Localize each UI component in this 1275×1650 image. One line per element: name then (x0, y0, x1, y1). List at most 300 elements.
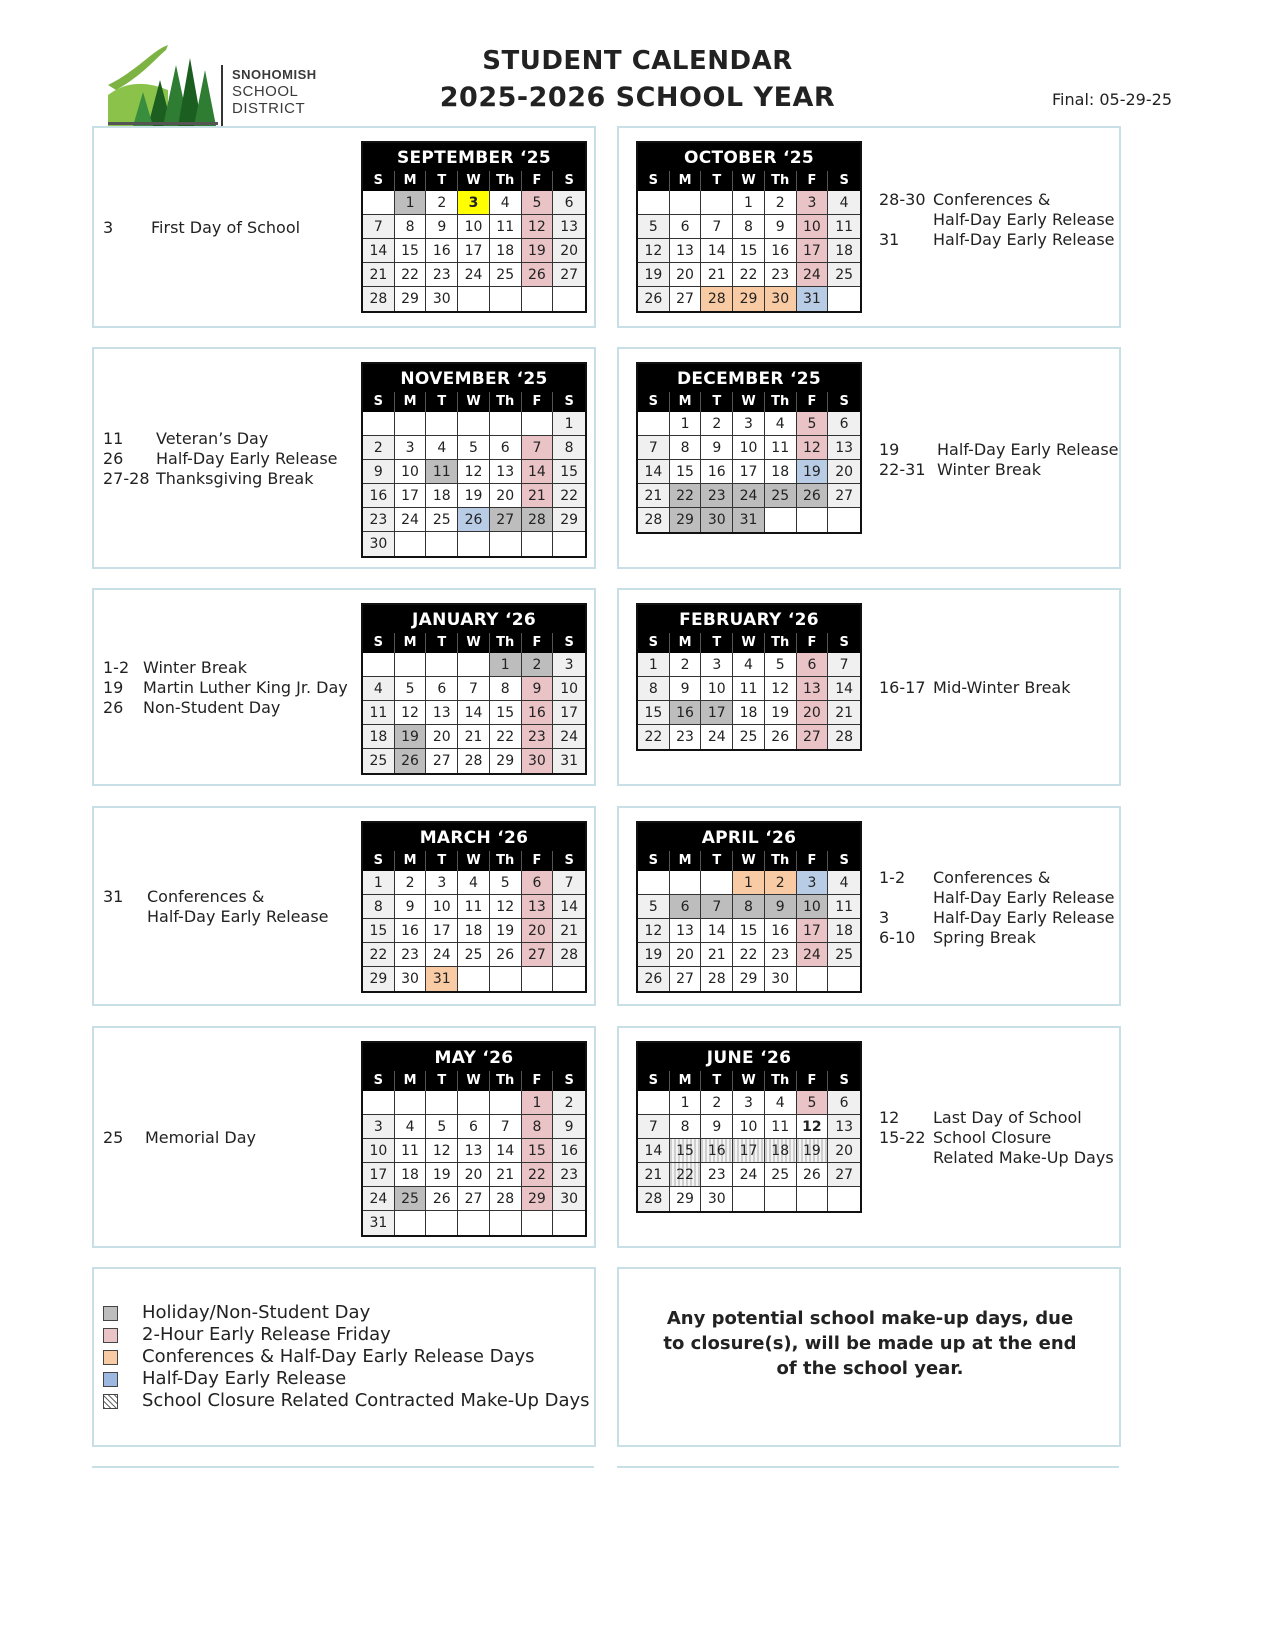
weekday-label: W (458, 1071, 490, 1091)
day-cell: 29 (670, 508, 702, 532)
weekday-header (363, 1071, 585, 1091)
day-cell: 11 (733, 677, 765, 701)
day-cell: 24 (733, 1163, 765, 1187)
day-cell: 12 (458, 460, 490, 484)
empty-cell (395, 653, 427, 677)
day-cell: 5 (797, 412, 829, 436)
legend (103, 1302, 590, 1412)
event-row (103, 218, 300, 238)
half-day-swatch-icon (103, 1372, 118, 1387)
day-cell: 12 (490, 895, 522, 919)
event-date: 22-31 (879, 460, 926, 479)
day-cell: 25 (395, 1187, 427, 1211)
note-line-3: of the school year. (776, 1358, 964, 1379)
day-cell: 5 (797, 1091, 829, 1115)
weekday-label: F (522, 633, 554, 653)
legend-item-half-day (103, 1368, 590, 1390)
event-row (879, 888, 1115, 908)
event-date: 11 (103, 429, 124, 448)
empty-cell (458, 1091, 490, 1115)
event-date: 6-10 (879, 928, 916, 947)
event-row (103, 1128, 256, 1148)
day-cell: 18 (458, 919, 490, 943)
holiday-swatch-icon (103, 1306, 118, 1321)
weekday-label: W (733, 392, 765, 412)
weekday-label: T (701, 851, 733, 871)
event-label: Conferences & (933, 190, 1051, 209)
day-cell: 29 (670, 1187, 702, 1211)
weekday-label: M (670, 633, 702, 653)
event-label: Half-Day Early Release (933, 230, 1115, 249)
events-june (879, 1108, 1114, 1168)
day-cell: 2 (553, 1091, 585, 1115)
empty-cell (490, 412, 522, 436)
day-cell: 19 (426, 1163, 458, 1187)
events-may (103, 1128, 256, 1148)
event-date: 1-2 (103, 658, 130, 677)
empty-cell (363, 191, 395, 215)
event-label: Conferences & (147, 887, 265, 906)
legend-item-makeup (103, 1390, 590, 1412)
day-cell: 10 (797, 215, 829, 239)
day-cell: 17 (458, 239, 490, 263)
weekday-label: F (522, 1071, 554, 1091)
weekday-label: F (797, 392, 829, 412)
legend-label-half-day: Half-Day Early Release (142, 1368, 347, 1389)
day-cell: 27 (670, 287, 702, 311)
day-cell: 21 (522, 484, 554, 508)
day-cell: 25 (765, 1163, 797, 1187)
day-cell: 20 (458, 1163, 490, 1187)
weekday-label: W (733, 171, 765, 191)
empty-cell (395, 532, 427, 556)
event-date: 31 (879, 230, 900, 249)
calendar-june (636, 1041, 862, 1213)
day-cell: 11 (490, 215, 522, 239)
empty-cell (522, 967, 554, 991)
day-cell: 16 (765, 239, 797, 263)
empty-cell (553, 532, 585, 556)
day-cell: 11 (458, 895, 490, 919)
day-cell: 2 (765, 191, 797, 215)
day-cell: 21 (638, 484, 670, 508)
day-cell: 20 (553, 239, 585, 263)
day-cell: 30 (395, 967, 427, 991)
empty-cell (670, 191, 702, 215)
day-cell: 26 (395, 749, 427, 773)
day-cell: 1 (395, 191, 427, 215)
day-cell: 5 (490, 871, 522, 895)
event-date: 16-17 (879, 678, 926, 697)
weekday-header (363, 392, 585, 412)
day-cell: 3 (797, 871, 829, 895)
month-title: JUNE ‘26 (638, 1043, 860, 1071)
day-cell: 23 (765, 943, 797, 967)
weekday-label: S (638, 171, 670, 191)
weekday-header (363, 633, 585, 653)
day-cell: 13 (522, 895, 554, 919)
day-cell: 8 (363, 895, 395, 919)
day-cell: 1 (490, 653, 522, 677)
day-cell: 4 (363, 677, 395, 701)
day-cell: 9 (363, 460, 395, 484)
day-cell: 12 (638, 239, 670, 263)
day-cell: 4 (395, 1115, 427, 1139)
day-cell: 9 (395, 895, 427, 919)
event-row (103, 658, 348, 678)
day-cell: 7 (363, 215, 395, 239)
day-cell: 3 (733, 1091, 765, 1115)
empty-cell (638, 191, 670, 215)
event-row (103, 678, 348, 698)
day-cell: 21 (701, 263, 733, 287)
empty-cell (797, 508, 829, 532)
event-row (103, 429, 338, 449)
month-title: FEBRUARY ‘26 (638, 605, 860, 633)
day-cell: 9 (670, 677, 702, 701)
weekday-label: M (395, 171, 427, 191)
weekday-label: S (363, 392, 395, 412)
day-cell: 15 (522, 1139, 554, 1163)
events-december (879, 440, 1119, 480)
weekday-label: F (522, 392, 554, 412)
day-cell: 11 (765, 1115, 797, 1139)
day-cell: 2 (426, 191, 458, 215)
day-cell: 14 (522, 460, 554, 484)
day-cell: 17 (395, 484, 427, 508)
day-cell: 2 (765, 871, 797, 895)
day-cell: 24 (363, 1187, 395, 1211)
weekday-header (638, 392, 860, 412)
day-cell: 14 (828, 677, 860, 701)
day-cell: 28 (363, 287, 395, 311)
conferences-swatch-icon (103, 1350, 118, 1365)
day-cell: 21 (458, 725, 490, 749)
day-cell: 7 (828, 653, 860, 677)
note-line-1: Any potential school make-up days, due (666, 1308, 1074, 1329)
empty-cell (553, 1211, 585, 1235)
day-cell: 27 (458, 1187, 490, 1211)
day-cell: 21 (490, 1163, 522, 1187)
day-cell: 17 (363, 1163, 395, 1187)
empty-cell (426, 532, 458, 556)
weekday-label: T (426, 1071, 458, 1091)
event-row (879, 868, 1115, 888)
empty-cell (458, 287, 490, 311)
day-grid (638, 412, 860, 532)
weekday-label: W (458, 171, 490, 191)
day-cell: 16 (765, 919, 797, 943)
day-cell: 20 (490, 484, 522, 508)
weekday-label: M (670, 1071, 702, 1091)
day-cell: 25 (458, 943, 490, 967)
day-cell: 23 (701, 1163, 733, 1187)
empty-cell (363, 412, 395, 436)
empty-cell (522, 287, 554, 311)
day-cell: 28 (701, 287, 733, 311)
day-cell: 20 (670, 943, 702, 967)
day-cell: 28 (828, 725, 860, 749)
day-cell: 26 (638, 967, 670, 991)
weekday-label: M (670, 851, 702, 871)
day-cell: 7 (458, 677, 490, 701)
page-subtitle: 2025-2026 SCHOOL YEAR (439, 82, 836, 113)
weekday-label: T (701, 171, 733, 191)
day-cell: 1 (363, 871, 395, 895)
day-cell: 8 (490, 677, 522, 701)
event-label: Martin Luther King Jr. Day (143, 678, 348, 697)
weekday-label: F (797, 633, 829, 653)
weekday-label: Th (490, 1071, 522, 1091)
day-cell: 25 (828, 943, 860, 967)
legend-item-conferences (103, 1346, 590, 1368)
weekday-label: W (458, 633, 490, 653)
day-cell: 9 (522, 677, 554, 701)
weekday-label: S (363, 633, 395, 653)
day-cell: 26 (638, 287, 670, 311)
empty-cell (701, 871, 733, 895)
day-cell: 15 (363, 919, 395, 943)
day-cell: 4 (458, 871, 490, 895)
weekday-label: T (426, 392, 458, 412)
day-cell: 18 (395, 1163, 427, 1187)
day-cell: 4 (490, 191, 522, 215)
event-date (879, 1148, 933, 1168)
month-title: APRIL ‘26 (638, 823, 860, 851)
day-cell: 23 (395, 943, 427, 967)
day-cell: 30 (363, 532, 395, 556)
day-cell: 20 (522, 919, 554, 943)
day-cell: 9 (701, 1115, 733, 1139)
day-cell: 28 (490, 1187, 522, 1211)
day-cell: 14 (490, 1139, 522, 1163)
day-cell: 12 (638, 919, 670, 943)
empty-cell (765, 508, 797, 532)
weekday-label: M (395, 1071, 427, 1091)
event-row (879, 928, 1115, 948)
event-date: 3 (103, 218, 114, 237)
day-cell: 13 (828, 436, 860, 460)
day-cell: 29 (490, 749, 522, 773)
day-cell: 20 (670, 263, 702, 287)
event-row (879, 210, 1115, 230)
day-cell: 19 (490, 919, 522, 943)
day-cell: 30 (765, 967, 797, 991)
event-date (879, 888, 933, 908)
day-grid (638, 871, 860, 991)
day-cell: 29 (395, 287, 427, 311)
empty-cell (458, 1211, 490, 1235)
legend-item-holiday (103, 1302, 590, 1324)
day-cell: 14 (701, 239, 733, 263)
day-cell: 30 (522, 749, 554, 773)
event-label: Winter Break (143, 658, 247, 677)
day-cell: 24 (797, 943, 829, 967)
day-cell: 6 (670, 215, 702, 239)
day-cell: 21 (638, 1163, 670, 1187)
event-row (103, 907, 329, 927)
day-cell: 19 (638, 943, 670, 967)
day-cell: 6 (458, 1115, 490, 1139)
event-label: Half-Day Early Release (147, 907, 329, 926)
day-cell: 24 (395, 508, 427, 532)
weekday-label: Th (490, 851, 522, 871)
day-cell: 16 (395, 919, 427, 943)
legend-label-early-release: 2-Hour Early Release Friday (142, 1324, 391, 1345)
events-january (103, 658, 348, 718)
day-cell: 21 (828, 701, 860, 725)
calendar-march (361, 821, 587, 993)
day-cell: 2 (363, 436, 395, 460)
day-cell: 22 (733, 263, 765, 287)
weekday-label: W (733, 851, 765, 871)
day-cell: 12 (797, 1115, 829, 1139)
weekday-header (638, 633, 860, 653)
day-cell: 29 (553, 508, 585, 532)
event-label: Half-Day Early Release (933, 210, 1115, 229)
weekday-header (638, 1071, 860, 1091)
empty-cell (363, 653, 395, 677)
day-cell: 24 (797, 263, 829, 287)
day-cell: 24 (426, 943, 458, 967)
empty-cell (828, 967, 860, 991)
day-cell: 20 (797, 701, 829, 725)
event-label: First Day of School (151, 218, 301, 237)
empty-cell (638, 1091, 670, 1115)
weekday-header (363, 171, 585, 191)
day-cell: 8 (670, 436, 702, 460)
day-cell: 13 (670, 919, 702, 943)
day-cell: 22 (638, 725, 670, 749)
day-cell: 16 (426, 239, 458, 263)
day-cell: 10 (701, 677, 733, 701)
empty-cell (363, 1091, 395, 1115)
day-cell: 15 (733, 239, 765, 263)
day-cell: 26 (522, 263, 554, 287)
day-cell: 15 (670, 460, 702, 484)
weekday-label: S (839, 173, 849, 188)
day-cell: 23 (553, 1163, 585, 1187)
day-cell: 12 (426, 1139, 458, 1163)
weekday-label: W (458, 851, 490, 871)
day-grid (363, 653, 585, 773)
day-cell: 6 (490, 436, 522, 460)
empty-cell (638, 412, 670, 436)
empty-cell (553, 967, 585, 991)
events-march (103, 887, 329, 927)
weekday-label: S (363, 171, 395, 191)
weekday-label: S (564, 853, 574, 868)
calendar-september (361, 141, 587, 313)
day-cell: 19 (797, 460, 829, 484)
day-cell: 22 (490, 725, 522, 749)
event-date: 19 (103, 678, 124, 697)
weekday-label: M (395, 851, 427, 871)
empty-cell (426, 1091, 458, 1115)
logo-line-1: SNOHOMISH (232, 67, 317, 82)
weekday-label: S (638, 1071, 670, 1091)
day-cell: 21 (553, 919, 585, 943)
day-cell: 16 (522, 701, 554, 725)
day-cell: 30 (426, 287, 458, 311)
event-label: Spring Break (933, 928, 1036, 947)
day-cell: 7 (553, 871, 585, 895)
logo-line-3: DISTRICT (232, 100, 306, 117)
weekday-label: S (638, 851, 670, 871)
day-cell: 16 (701, 1139, 733, 1163)
event-date: 15-22 (879, 1128, 926, 1147)
day-cell: 8 (733, 215, 765, 239)
day-cell: 2 (701, 412, 733, 436)
day-cell: 11 (765, 436, 797, 460)
day-cell: 5 (395, 677, 427, 701)
day-cell: 7 (490, 1115, 522, 1139)
event-row (879, 460, 1119, 480)
day-cell: 3 (458, 191, 490, 215)
day-cell: 4 (733, 653, 765, 677)
event-date: 28-30 (879, 190, 926, 209)
event-date (103, 907, 147, 927)
day-cell: 31 (733, 508, 765, 532)
day-cell: 26 (765, 725, 797, 749)
day-cell: 8 (553, 436, 585, 460)
event-date: 3 (879, 908, 890, 927)
day-cell: 4 (828, 871, 860, 895)
day-cell: 3 (701, 653, 733, 677)
day-cell: 11 (828, 215, 860, 239)
event-label: Half-Day Early Release (933, 908, 1115, 927)
day-cell: 13 (490, 460, 522, 484)
day-cell: 23 (522, 725, 554, 749)
event-label: Half-Day Early Release (933, 888, 1115, 907)
event-date: 1-2 (879, 868, 906, 887)
month-title: JANUARY ‘26 (363, 605, 585, 633)
day-cell: 12 (395, 701, 427, 725)
day-cell: 1 (522, 1091, 554, 1115)
weekday-label: W (733, 633, 765, 653)
event-date: 12 (879, 1108, 900, 1127)
weekday-label: S (564, 1073, 574, 1088)
day-cell: 7 (638, 436, 670, 460)
day-cell: 28 (638, 508, 670, 532)
day-cell: 1 (553, 412, 585, 436)
empty-cell (670, 871, 702, 895)
event-label: Half-Day Early Release (937, 440, 1119, 459)
day-cell: 8 (670, 1115, 702, 1139)
day-cell: 14 (701, 919, 733, 943)
weekday-label: M (395, 392, 427, 412)
day-cell: 3 (797, 191, 829, 215)
footer-rule-left (92, 1466, 594, 1468)
day-cell: 15 (638, 701, 670, 725)
weekday-label: Th (765, 392, 797, 412)
weekday-label: T (426, 171, 458, 191)
empty-cell (553, 287, 585, 311)
empty-cell (638, 871, 670, 895)
day-cell: 27 (828, 484, 860, 508)
empty-cell (490, 1211, 522, 1235)
day-grid (363, 871, 585, 991)
day-cell: 17 (553, 701, 585, 725)
day-cell: 15 (395, 239, 427, 263)
empty-cell (797, 967, 829, 991)
day-cell: 29 (522, 1187, 554, 1211)
day-cell: 7 (701, 895, 733, 919)
day-cell: 8 (522, 1115, 554, 1139)
page-title: STUDENT CALENDAR (482, 46, 793, 76)
empty-cell (426, 1211, 458, 1235)
day-cell: 1 (733, 191, 765, 215)
